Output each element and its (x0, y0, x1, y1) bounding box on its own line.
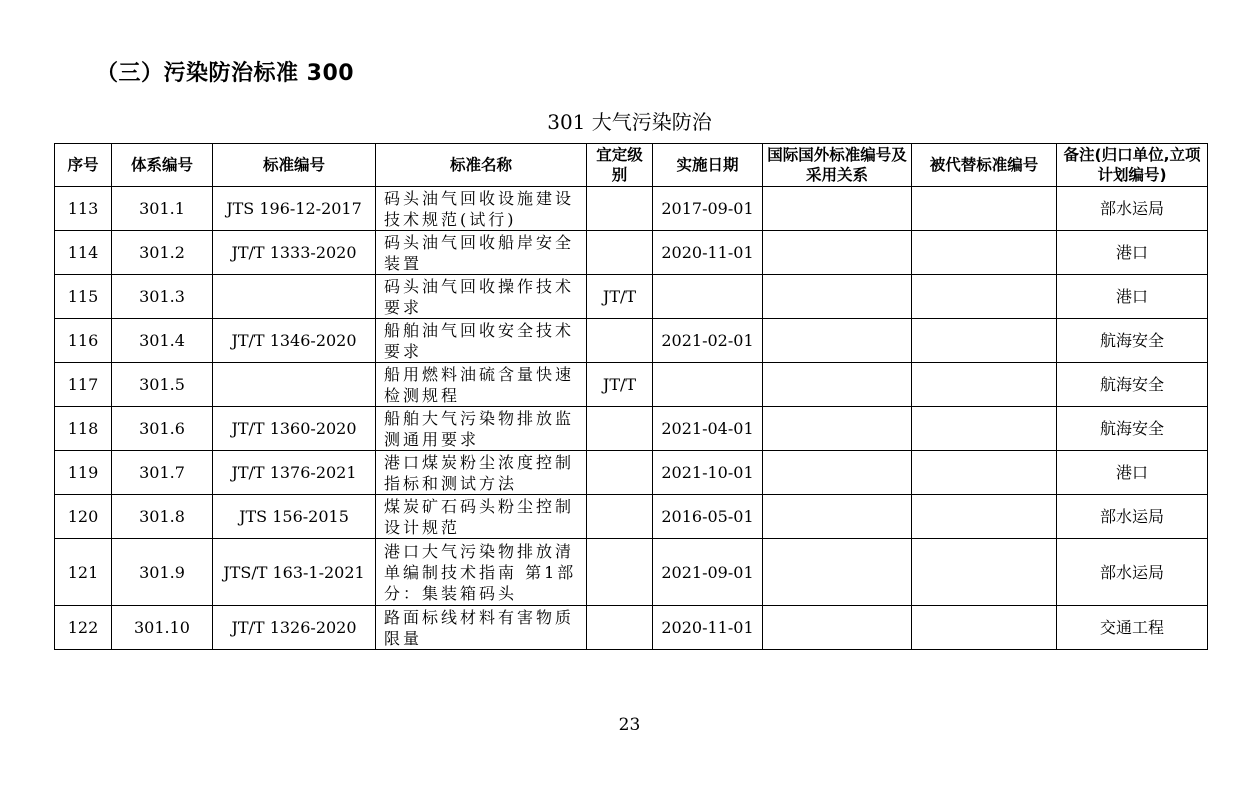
header-seq: 序号 (55, 144, 112, 187)
cell-system-number: 301.10 (112, 606, 213, 650)
cell-system-number: 301.3 (112, 275, 213, 319)
cell-note: 交通工程 (1057, 606, 1208, 650)
cell-standard-number: JTS/T 163-1-2021 (213, 539, 376, 606)
cell-replaced (912, 319, 1057, 363)
cell-standard-name: 船用燃料油硫含量快速检测规程 (376, 363, 587, 407)
cell-level: JT/T (587, 363, 653, 407)
cell-note: 航海安全 (1057, 407, 1208, 451)
cell-date: 2021-02-01 (653, 319, 763, 363)
cell-standard-number (213, 363, 376, 407)
cell-standard-number: JT/T 1326-2020 (213, 606, 376, 650)
cell-intl (763, 539, 912, 606)
cell-level (587, 187, 653, 231)
table-row (55, 539, 1208, 606)
table-row (55, 451, 1208, 495)
table-row (55, 363, 1208, 407)
cell-seq: 120 (55, 495, 112, 539)
cell-standard-name: 码头油气回收操作技术要求 (376, 275, 587, 319)
cell-intl (763, 319, 912, 363)
cell-intl (763, 187, 912, 231)
cell-date: 2021-10-01 (653, 451, 763, 495)
cell-seq: 113 (55, 187, 112, 231)
cell-standard-name: 船舶油气回收安全技术要求 (376, 319, 587, 363)
cell-level (587, 319, 653, 363)
cell-seq: 119 (55, 451, 112, 495)
cell-note: 航海安全 (1057, 319, 1208, 363)
cell-system-number: 301.2 (112, 231, 213, 275)
table-row (55, 606, 1208, 650)
table-row (55, 275, 1208, 319)
cell-standard-number: JT/T 1346-2020 (213, 319, 376, 363)
cell-seq: 116 (55, 319, 112, 363)
cell-seq: 118 (55, 407, 112, 451)
cell-replaced (912, 407, 1057, 451)
cell-date: 2020-11-01 (653, 231, 763, 275)
cell-level (587, 495, 653, 539)
cell-date: 2017-09-01 (653, 187, 763, 231)
cell-standard-name: 船舶大气污染物排放监测通用要求 (376, 407, 587, 451)
cell-replaced (912, 231, 1057, 275)
cell-seq: 122 (55, 606, 112, 650)
cell-note: 港口 (1057, 451, 1208, 495)
cell-note: 部水运局 (1057, 539, 1208, 606)
cell-replaced (912, 275, 1057, 319)
cell-replaced (912, 495, 1057, 539)
cell-intl (763, 495, 912, 539)
cell-seq: 117 (55, 363, 112, 407)
header-standard-name: 标准名称 (376, 144, 587, 187)
cell-date: 2021-09-01 (653, 539, 763, 606)
cell-system-number: 301.7 (112, 451, 213, 495)
table-title: 301 大气污染防治 (547, 110, 712, 134)
cell-date (653, 275, 763, 319)
cell-intl (763, 231, 912, 275)
cell-seq: 114 (55, 231, 112, 275)
cell-system-number: 301.6 (112, 407, 213, 451)
header-level: 宜定级别 (587, 144, 653, 187)
cell-level: JT/T (587, 275, 653, 319)
cell-standard-name: 路面标线材料有害物质限量 (376, 606, 587, 650)
table-row (55, 231, 1208, 275)
header-note: 备注(归口单位,立项计划编号) (1057, 144, 1208, 187)
table-row (55, 319, 1208, 363)
cell-level (587, 231, 653, 275)
cell-standard-name: 煤炭矿石码头粉尘控制设计规范 (376, 495, 587, 539)
standards-table (54, 143, 1208, 650)
cell-seq: 115 (55, 275, 112, 319)
cell-level (587, 606, 653, 650)
cell-replaced (912, 187, 1057, 231)
cell-date (653, 363, 763, 407)
cell-system-number: 301.8 (112, 495, 213, 539)
table-row (55, 495, 1208, 539)
cell-intl (763, 451, 912, 495)
cell-standard-number: JTS 196-12-2017 (213, 187, 376, 231)
table-header-row (55, 144, 1208, 187)
cell-note: 部水运局 (1057, 187, 1208, 231)
cell-replaced (912, 539, 1057, 606)
cell-intl (763, 363, 912, 407)
cell-standard-number: JT/T 1333-2020 (213, 231, 376, 275)
cell-note: 部水运局 (1057, 495, 1208, 539)
table-row (55, 407, 1208, 451)
page-number: 23 (618, 715, 641, 735)
header-system-number: 体系编号 (112, 144, 213, 187)
cell-replaced (912, 606, 1057, 650)
cell-system-number: 301.9 (112, 539, 213, 606)
header-standard-number: 标准编号 (213, 144, 376, 187)
table-row (55, 187, 1208, 231)
cell-date: 2016-05-01 (653, 495, 763, 539)
cell-replaced (912, 451, 1057, 495)
cell-level (587, 407, 653, 451)
header-intl: 国际国外标准编号及采用关系 (763, 144, 912, 187)
cell-standard-number: JT/T 1376-2021 (213, 451, 376, 495)
cell-note: 航海安全 (1057, 363, 1208, 407)
section-title: （三）污染防治标准 300 (96, 61, 355, 86)
cell-intl (763, 407, 912, 451)
cell-note: 港口 (1057, 231, 1208, 275)
cell-system-number: 301.5 (112, 363, 213, 407)
cell-level (587, 451, 653, 495)
cell-standard-number: JT/T 1360-2020 (213, 407, 376, 451)
cell-level (587, 539, 653, 606)
cell-replaced (912, 363, 1057, 407)
cell-note: 港口 (1057, 275, 1208, 319)
cell-standard-number: JTS 156-2015 (213, 495, 376, 539)
cell-standard-name: 港口大气污染物排放清单编制技术指南 第1部分：集装箱码头 (376, 539, 587, 606)
cell-standard-name: 码头油气回收船岸安全装置 (376, 231, 587, 275)
cell-system-number: 301.1 (112, 187, 213, 231)
cell-date: 2021-04-01 (653, 407, 763, 451)
cell-seq: 121 (55, 539, 112, 606)
cell-standard-number (213, 275, 376, 319)
cell-intl (763, 606, 912, 650)
cell-system-number: 301.4 (112, 319, 213, 363)
header-date: 实施日期 (653, 144, 763, 187)
header-replaced: 被代替标准编号 (912, 144, 1057, 187)
cell-standard-name: 码头油气回收设施建设技术规范(试行) (376, 187, 587, 231)
cell-date: 2020-11-01 (653, 606, 763, 650)
cell-intl (763, 275, 912, 319)
cell-standard-name: 港口煤炭粉尘浓度控制指标和测试方法 (376, 451, 587, 495)
